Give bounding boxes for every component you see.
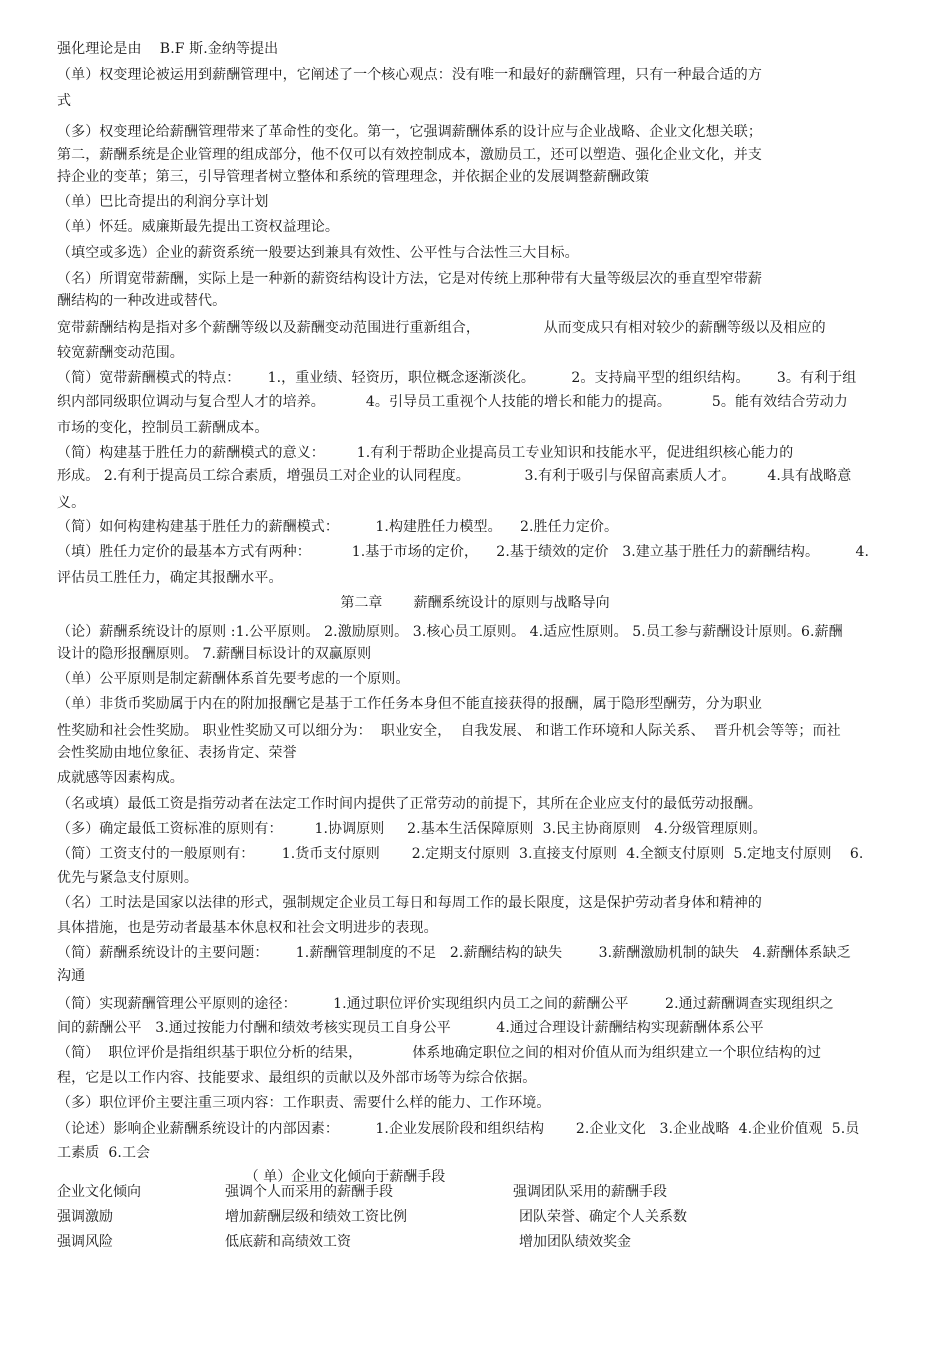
table-header-cell: 强调团队采用的薪酬手段	[513, 1184, 667, 1200]
text-line: 式	[57, 93, 72, 109]
text-line: （简）宽带薪酬模式的特点： 1.，重业绩、轻资历，职位概念逐渐淡化。 2。支持扁平型的组织结构。 3。有利于组	[57, 370, 857, 386]
text-line: （名）工时法是国家以法律的形式，强制规定企业员工每日和每周工作的最长限度，这是保护劳动者身体和精神的	[57, 895, 762, 911]
table-row	[57, 1208, 897, 1233]
table-cell: 增加薪酬层级和绩效工资比例	[225, 1209, 407, 1225]
text-line: 形成。 2.有利于提高员工综合素质，增强员工对企业的认同程度。 3.有利于吸引与保留高素质人才。 4.具有战略意	[57, 468, 852, 484]
table-cell: 强调激励	[57, 1209, 113, 1225]
text-line: （名或填）最低工资是指劳动者在法定工作时间内提供了正常劳动的前提下，其所在企业应支付的最低劳动报酬。	[57, 796, 762, 812]
text-line: （简）实现薪酬管理公平原则的途径： 1.通过职位评价实现组织内员工之间的薪酬公平 2.通过薪酬调查实现组织之	[57, 996, 834, 1012]
chapter-heading: 第二章 薪酬系统设计的原则与战略导向	[340, 595, 610, 611]
text-line: （单）怀廷。威廉斯最先提出工资权益理论。	[57, 219, 339, 235]
text-line: 义。	[57, 495, 86, 511]
text-line: （简）构建基于胜任力的薪酬模式的意义： 1.有利于帮助企业提高员工专业知识和技能水平，促进组织核心能力的	[57, 445, 794, 461]
text-line: （单）非货币奖励属于内在的附加报酬它是基于工作任务本身但不能直接获得的报酬，属于隐形型酬劳，分为职业	[57, 696, 762, 712]
text-line: 间的薪酬公平 3.通过按能力付酬和绩效考核实现员工自身公平 4.通过合理设计薪酬结构实现薪酬体系公平	[57, 1020, 764, 1036]
text-line: （填）胜任力定价的最基本方式有两种： 1.基于市场的定价， 2.基于绩效的定价 3.建立基于胜任力的薪酬结构。 4.	[57, 544, 870, 560]
text-line: （简）如何构建构建基于胜任力的薪酬模式： 1.构建胜任力模型。 2.胜任力定价。	[57, 519, 619, 535]
table-caption: （ 单）企业文化倾向于薪酬手段	[244, 1169, 446, 1185]
text-line: （单）权变理论被运用到薪酬管理中，它阐述了一个核心观点：没有唯一和最好的薪酬管理，只有一种最合适的方	[57, 67, 762, 83]
table-header-row	[57, 1183, 897, 1208]
text-line: 工素质 6.工会	[57, 1145, 151, 1161]
text-line: 具体措施，也是劳动者最基本休息权和社会文明进步的表现。	[57, 920, 438, 936]
culture-table	[57, 1183, 897, 1258]
text-line: （简）工资支付的一般原则有： 1.货币支付原则 2.定期支付原则 3.直接支付原则 4.全额支付原则 5.定地支付原则 6.	[57, 846, 864, 862]
text-line: （单）巴比奇提出的利润分享计划	[57, 194, 269, 210]
text-line: 沟通	[57, 968, 86, 984]
text-line: 性奖励和社会性奖励。 职业性奖励又可以细分为： 职业安全， 自我发展、 和谐工作环境和人际关系、 晋升机会等等；而社	[57, 723, 841, 739]
text-line: （单）公平原则是制定薪酬体系首先要考虑的一个原则。	[57, 671, 410, 687]
text-line: （填空或多选）企业的薪资系统一般要达到兼具有效性、公平性与合法性三大目标。	[57, 245, 579, 261]
text-line: 设计的隐形报酬原则。 7.薪酬目标设计的双赢原则	[57, 646, 372, 662]
text-line: （论）薪酬系统设计的原则 :1.公平原则。 2.激励原则。 3.核心员工原则。 4.适应性原则。 5.员工参与薪酬设计原则。6.薪酬	[57, 624, 843, 640]
table-cell: 强调风险	[57, 1234, 113, 1250]
text-line: 市场的变化，控制员工薪酬成本。	[57, 420, 269, 436]
text-line: 会性奖励由地位象征、表扬肯定、荣誉	[57, 745, 297, 761]
text-line: 优先与紧急支付原则。	[57, 870, 198, 886]
table-header-cell: 强调个人而采用的薪酬手段	[225, 1184, 393, 1200]
table-cell: 低底薪和高绩效工资	[225, 1234, 351, 1250]
text-line: 织内部同级职位调动与复合型人才的培养。 4。引导员工重视个人技能的增长和能力的提高。 5。能有效结合劳动力	[57, 394, 848, 410]
table-header-cell: 企业文化倾向	[57, 1184, 141, 1200]
table-cell: 团队荣誉、确定个人关系数	[519, 1209, 687, 1225]
text-line: （简）薪酬系统设计的主要问题： 1.薪酬管理制度的不足 2.薪酬结构的缺失 3.薪酬激励机制的缺失 4.薪酬体系缺乏	[57, 945, 851, 961]
text-line: 成就感等因素构成。	[57, 770, 184, 786]
table-cell: 增加团队绩效奖金	[519, 1234, 631, 1250]
text-line: （名）所谓宽带薪酬，实际上是一种新的薪资结构设计方法，它是对传统上那种带有大量等级层次的垂直型窄带薪	[57, 271, 762, 287]
text-line: 较宽薪酬变动范围。	[57, 345, 184, 361]
text-line: （论述）影响企业薪酬系统设计的内部因素： 1.企业发展阶段和组织结构 2.企业文化 3.企业战略 4.企业价值观 5.员	[57, 1121, 860, 1137]
text-line: （多）职位评价主要注重三项内容：工作职责、需要什么样的能力、工作环境。	[57, 1095, 551, 1111]
text-line: （多）确定最低工资标准的原则有： 1.协调原则 2.基本生活保障原则 3.民主协商原则 4.分级管理原则。	[57, 821, 767, 837]
text-line: （简） 职位评价是指组织基于职位分析的结果， 体系地确定职位之间的相对价值从而为组织建立一个职位结构的过	[57, 1045, 822, 1061]
text-line: （多）权变理论给薪酬管理带来了革命性的变化。第一，它强调薪酬体系的设计应与企业战略、企业文化想关联；	[57, 124, 762, 140]
text-line: 程，它是以工作内容、技能要求、最组织的贡献以及外部市场等为综合依据。	[57, 1070, 537, 1086]
text-line: 强化理论是由 B.F 斯.金纳等提出	[57, 41, 279, 57]
text-line: 第二，薪酬系统是企业管理的组成部分，他不仅可以有效控制成本，激励员工，还可以塑造、强化企业文化，并支	[57, 147, 762, 163]
text-line: 持企业的变革；第三，引导管理者树立整体和系统的管理理念，并依据企业的发展调整薪酬政策	[57, 169, 650, 185]
table-row	[57, 1233, 897, 1258]
text-line: 酬结构的一种改进或替代。	[57, 293, 227, 309]
text-line: 评估员工胜任力，确定其报酬水平。	[57, 570, 283, 586]
text-line: 宽带薪酬结构是指对多个薪酬等级以及薪酬变动范围进行重新组合， 从而变成只有相对较少的薪酬等级以及相应的	[57, 320, 826, 336]
